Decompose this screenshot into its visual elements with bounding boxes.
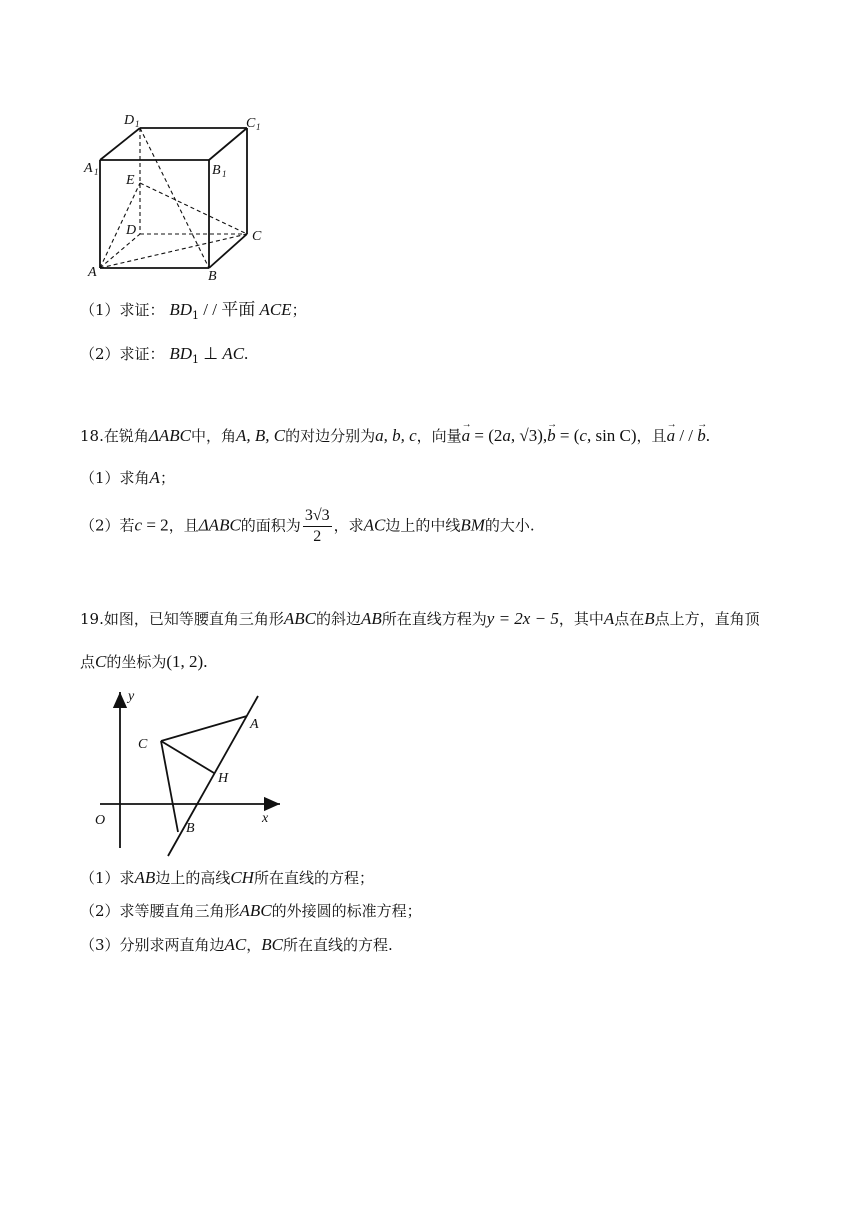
axis-y-label: y [128, 689, 135, 704]
q17-part1: （1）求证： $BD_1$ / / 平面 ACE； [80, 300, 307, 322]
axis-x-label: x [262, 811, 269, 826]
point-A-label: A [250, 717, 259, 732]
origin-label: O [95, 813, 106, 828]
label-C1-sub: 1 [256, 122, 261, 132]
q18-stem: 18.在锐角ΔABC中，角A, B, C的对边分别为a, b, c，向量→ a = (2a, √3),→ b = (c, sin C)，且→ a / / → b. [80, 426, 710, 446]
point-H-label: H [218, 771, 229, 786]
cube-figure [80, 108, 280, 288]
point-B-label: B [186, 821, 195, 836]
label-D: D [126, 223, 137, 238]
point-C-label: C [138, 737, 148, 752]
q19-part3: （3）分别求两直角边AC，BC所在直线的方程. [80, 935, 393, 954]
q18-part1: （1）求角A； [80, 468, 175, 487]
q19-part2: （2）求等腰直角三角形ABC的外接圆的标准方程； [80, 901, 422, 920]
label-E: E [126, 173, 135, 188]
label-D1: D [124, 113, 135, 128]
label-C1: C [246, 116, 256, 131]
label-D1-sub: 1 [135, 119, 140, 129]
q18-part2: （2）若c = 2，且ΔABC的面积为 $\frac{3√3}{2}$ ，求AC边上的中线BM的大小. [80, 507, 535, 545]
area-fraction: $\frac{3√3}{2}$ [304, 507, 330, 545]
label-A1: A [84, 161, 93, 176]
label-A: A [88, 265, 97, 280]
label-B1-sub: 1 [222, 169, 227, 179]
label-C: C [252, 229, 262, 244]
q19-part1: （1）求AB边上的高线CH所在直线的方程； [80, 868, 374, 887]
q19-stem-line1: 19.如图，已知等腰直角三角形ABC的斜边AB所在直线方程为y = 2x − 5，其中A点在B点上方，直角顶 [80, 609, 760, 628]
q19-stem-line2: 点C的坐标为(1, 2). [80, 652, 208, 671]
label-A1-sub: 1 [94, 167, 99, 177]
triangle-figure [90, 686, 300, 861]
q17-part2: （2）求证： $BD_1$ ⊥ AC. [80, 344, 249, 366]
label-B: B [208, 269, 217, 284]
label-B1: B [212, 163, 221, 178]
